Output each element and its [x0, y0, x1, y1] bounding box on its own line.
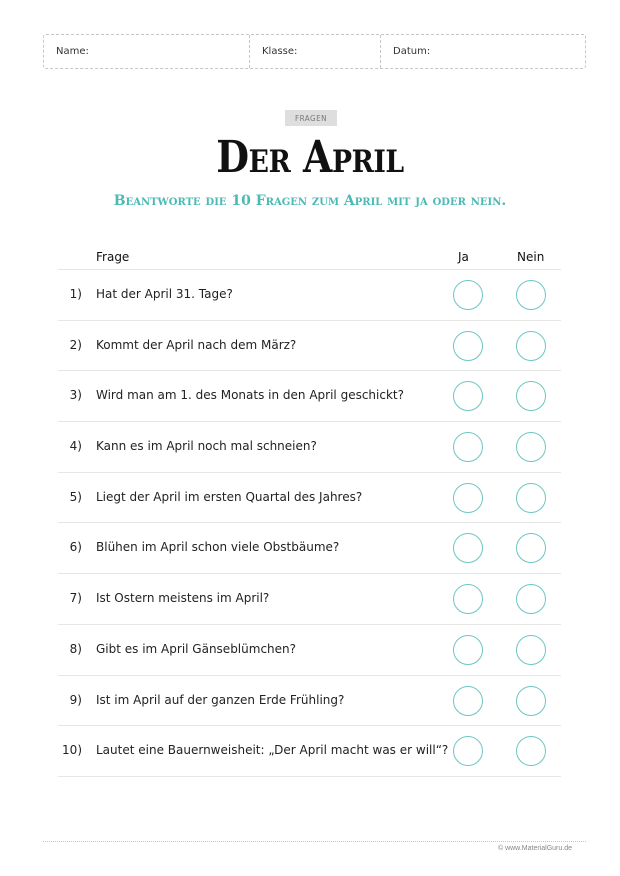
class-label: Klasse: [262, 46, 298, 57]
question-row [58, 574, 561, 625]
answer-no-circle[interactable] [516, 432, 546, 462]
category-tag: FRAGEN [285, 110, 337, 126]
question-text: Kann es im April noch mal schneien? [96, 439, 317, 454]
question-text: Hat der April 31. Tage? [96, 287, 233, 301]
column-header-question: Frage [96, 250, 130, 264]
question-row [58, 625, 561, 676]
question-row [58, 371, 561, 422]
answer-no-circle[interactable] [516, 635, 546, 665]
question-text: Ist im April auf der ganzen Erde Frühling? [96, 692, 345, 707]
page-title: Der April [216, 132, 404, 183]
question-number: 8) [69, 641, 82, 656]
answer-yes-circle[interactable] [453, 635, 483, 665]
question-text: Blühen im April schon viele Obstbäume? [96, 540, 340, 555]
question-row [58, 473, 561, 524]
footer-divider [43, 841, 586, 842]
name-label: Name: [56, 46, 89, 57]
answer-yes-circle[interactable] [453, 483, 483, 513]
question-number: 3) [69, 388, 82, 403]
date-label: Datum: [393, 46, 431, 57]
class-field[interactable] [250, 35, 381, 68]
question-text: Kommt der April nach dem März? [96, 337, 297, 352]
answer-yes-circle[interactable] [453, 686, 483, 716]
date-field[interactable] [381, 35, 585, 68]
column-header-no: Nein [517, 250, 545, 264]
answer-no-circle[interactable] [516, 280, 546, 310]
question-number: 2) [69, 337, 82, 352]
question-text: Ist Ostern meistens im April? [96, 591, 270, 606]
answer-yes-circle[interactable] [453, 736, 483, 766]
answer-yes-circle[interactable] [453, 381, 483, 411]
answer-yes-circle[interactable] [453, 331, 483, 361]
question-row [58, 321, 561, 372]
question-text: Liegt der April im ersten Quartal des Jahres? [96, 489, 363, 504]
question-table [58, 244, 561, 777]
question-number: 5) [69, 489, 82, 504]
question-row [58, 422, 561, 473]
answer-no-circle[interactable] [516, 483, 546, 513]
question-number: 9) [69, 692, 82, 707]
answer-yes-circle[interactable] [453, 584, 483, 614]
question-number: 4) [69, 439, 82, 454]
answer-no-circle[interactable] [516, 381, 546, 411]
question-text: Gibt es im April Gänseblümchen? [96, 641, 296, 656]
question-number: 6) [69, 540, 82, 555]
name-field[interactable] [44, 35, 250, 68]
question-number: 7) [69, 591, 82, 606]
answer-no-circle[interactable] [516, 331, 546, 361]
question-row [58, 270, 561, 321]
question-row [58, 676, 561, 727]
instructions: Beantworte die 10 Fragen zum April mit ja oder nein. [113, 193, 507, 209]
answer-no-circle[interactable] [516, 686, 546, 716]
answer-yes-circle[interactable] [453, 280, 483, 310]
answer-no-circle[interactable] [516, 736, 546, 766]
question-row [58, 726, 561, 777]
question-text: Lautet eine Bauernweisheit: „Der April macht was er will“? [96, 743, 449, 758]
copyright: © www.MaterialGuru.de [497, 845, 572, 852]
student-info-box [43, 34, 586, 69]
question-number: 10) [62, 743, 82, 758]
question-rows [58, 270, 561, 777]
answer-yes-circle[interactable] [453, 432, 483, 462]
question-text: Wird man am 1. des Monats in den April geschickt? [96, 388, 404, 403]
question-row [58, 523, 561, 574]
answer-no-circle[interactable] [516, 584, 546, 614]
answer-yes-circle[interactable] [453, 533, 483, 563]
answer-no-circle[interactable] [516, 533, 546, 563]
question-number: 1) [69, 287, 82, 301]
column-header-yes: Ja [458, 250, 469, 264]
table-header [58, 244, 561, 270]
